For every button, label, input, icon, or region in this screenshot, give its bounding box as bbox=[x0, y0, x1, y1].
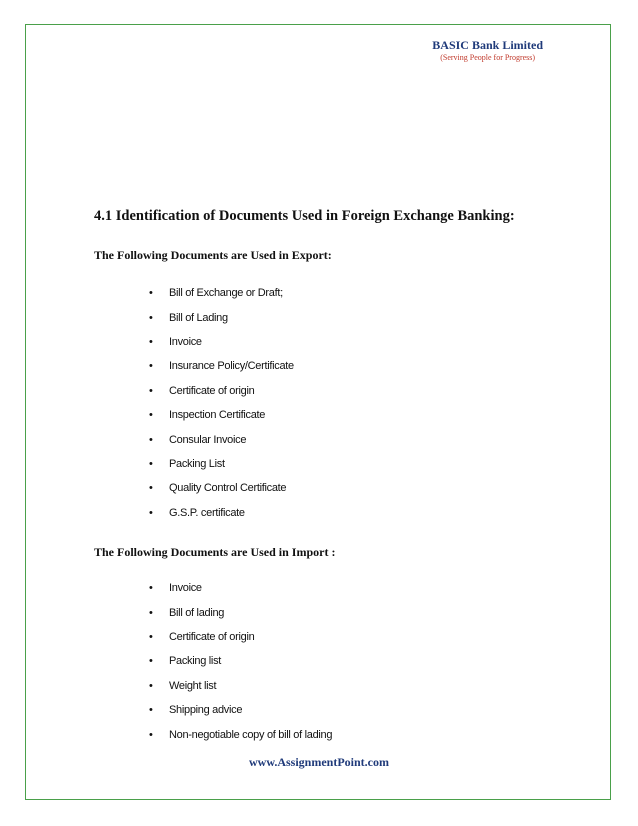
bullet-icon: • bbox=[149, 335, 153, 348]
bullet-icon: • bbox=[149, 704, 153, 717]
list-item: • Weight list bbox=[149, 674, 332, 698]
bullet-icon: • bbox=[149, 606, 153, 619]
header-subtitle: (Serving People for Progress) bbox=[440, 53, 536, 62]
bullet-icon: • bbox=[149, 582, 153, 595]
footer-website-link[interactable]: www.AssignmentPoint.com bbox=[249, 755, 389, 769]
bullet-icon: • bbox=[149, 506, 153, 519]
list-item: • Shipping advice bbox=[149, 698, 332, 722]
bullet-icon: • bbox=[149, 482, 153, 495]
list-item: • G.S.P. certificate bbox=[149, 501, 294, 525]
bullet-icon: • bbox=[149, 728, 153, 741]
list-item: • Non-negotiable copy of bill of lading bbox=[149, 722, 332, 746]
list-item: • Invoice bbox=[149, 576, 332, 600]
bullet-icon: • bbox=[149, 384, 153, 397]
list-item: • Bill of Exchange or Draft; bbox=[149, 281, 294, 305]
list-item: • Packing List bbox=[149, 452, 294, 476]
list-item: • Bill of lading bbox=[149, 600, 332, 624]
bullet-icon: • bbox=[149, 630, 153, 643]
bullet-icon: • bbox=[149, 311, 153, 324]
list-item: • Consular Invoice bbox=[149, 427, 294, 451]
list-item: • Inspection Certificate bbox=[149, 403, 294, 427]
list-item: • Certificate of origin bbox=[149, 379, 294, 403]
list-item: • Packing list bbox=[149, 649, 332, 673]
import-list bbox=[149, 576, 332, 747]
section-title: 4.1 Identification of Documents Used in Foreign Exchange Banking: bbox=[94, 208, 515, 224]
export-list bbox=[149, 281, 294, 525]
bullet-icon: • bbox=[149, 655, 153, 668]
bullet-icon: • bbox=[149, 360, 153, 373]
list-item: • Invoice bbox=[149, 330, 294, 354]
export-heading: The Following Documents are Used in Export: bbox=[94, 248, 332, 262]
list-item: • Insurance Policy/Certificate bbox=[149, 354, 294, 378]
bullet-icon: • bbox=[149, 457, 153, 470]
bullet-icon: • bbox=[149, 409, 153, 422]
import-heading: The Following Documents are Used in Import : bbox=[94, 545, 336, 559]
list-item: • Quality Control Certificate bbox=[149, 476, 294, 500]
header-title: BASIC Bank Limited bbox=[432, 38, 543, 52]
list-item: • Certificate of origin bbox=[149, 625, 332, 649]
bullet-icon: • bbox=[149, 679, 153, 692]
bullet-icon: • bbox=[149, 287, 153, 300]
bullet-icon: • bbox=[149, 433, 153, 446]
list-item: • Bill of Lading bbox=[149, 305, 294, 329]
header bbox=[432, 38, 543, 64]
